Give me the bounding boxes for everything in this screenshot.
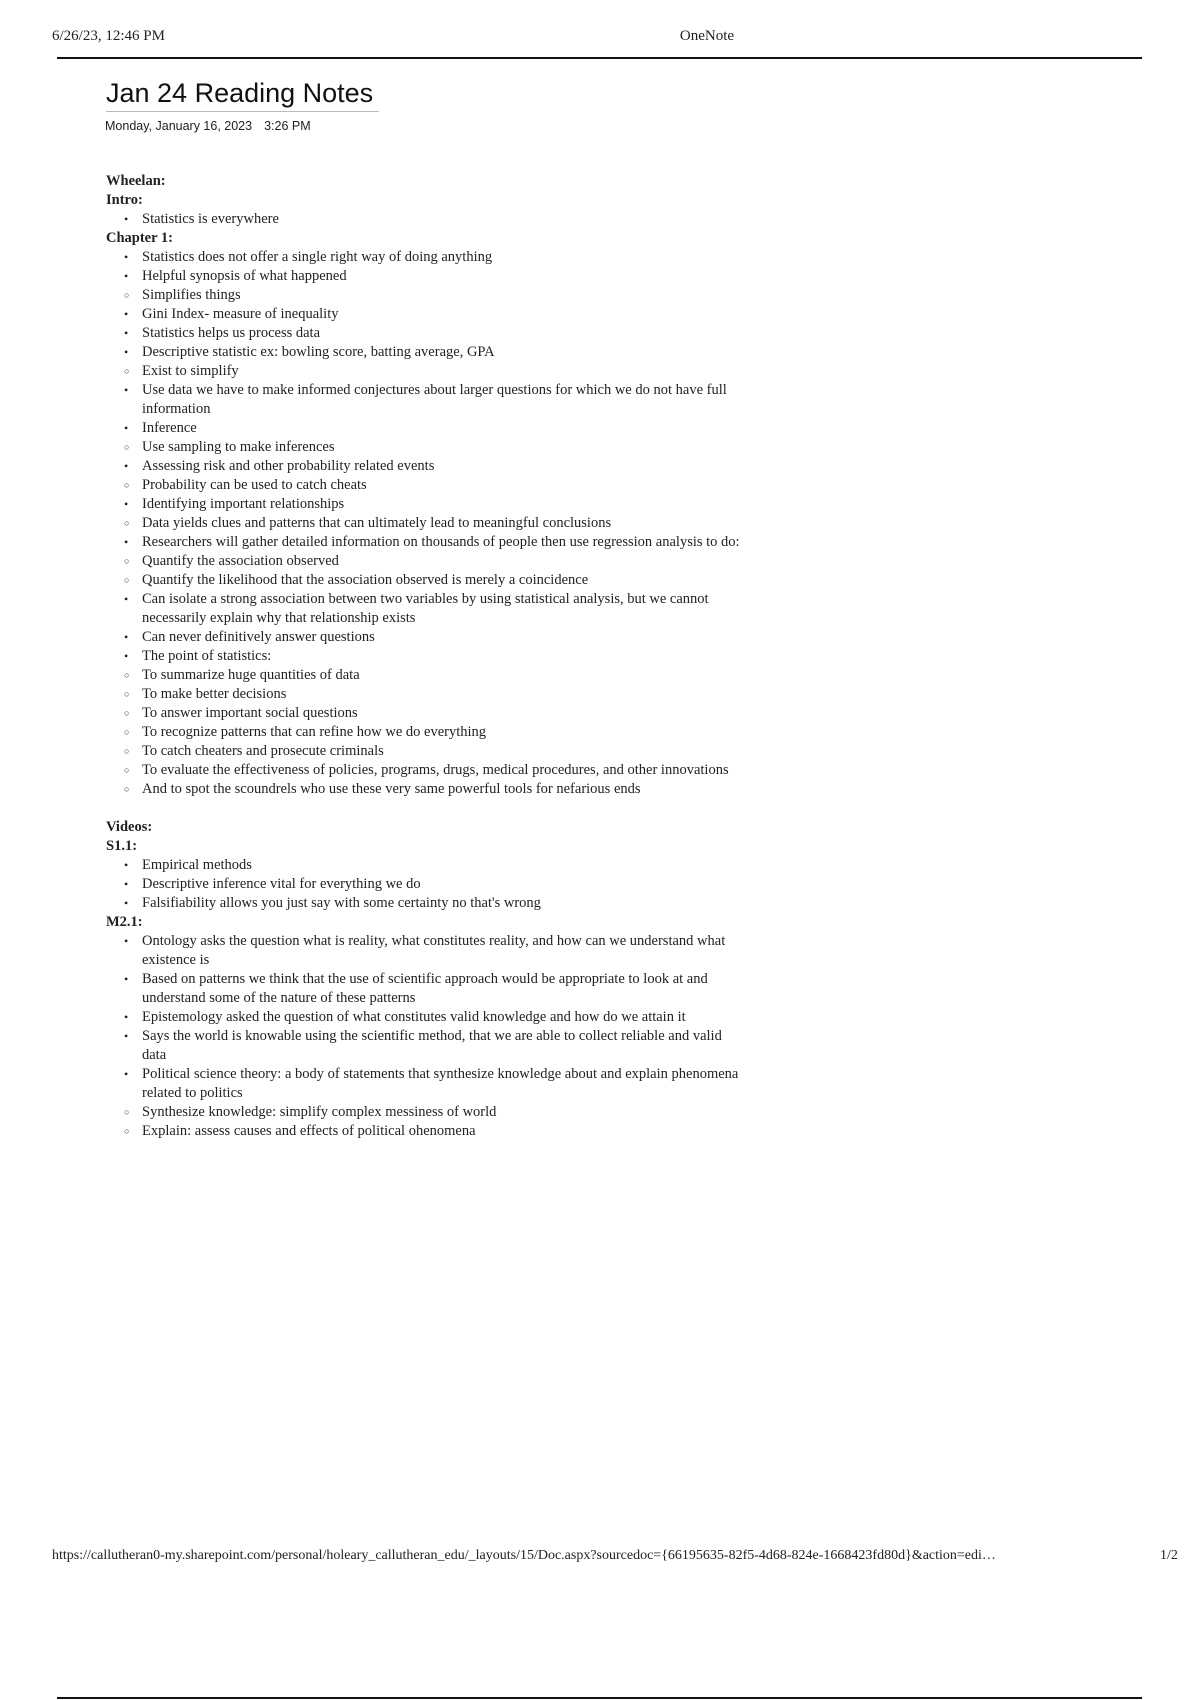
sub-list (106, 286, 746, 305)
list-item: • Can never definitively answer questions (106, 628, 746, 647)
section-heading-chapter-1: Chapter 1: (106, 230, 173, 246)
list-item: • Use data we have to make informed conjectures about larger questions for which we do not have full information (106, 381, 746, 419)
list-item: • The point of statistics: (106, 647, 746, 666)
section-heading-s1-1: S1.1: (106, 838, 138, 854)
chapter-1-list (106, 248, 746, 799)
list-item: • Helpful synopsis of what happened (106, 267, 746, 286)
print-datetime: 6/26/23, 12:46 PM (52, 28, 165, 44)
print-app-name: OneNote (679, 28, 735, 44)
sub-list-item: ○ To summarize huge quantities of data (106, 666, 746, 685)
list-item: • Statistics is everywhere (106, 210, 746, 229)
sub-list-item: ○ Use sampling to make inferences (106, 438, 746, 457)
list-item: • Political science theory: a body of statements that synthesize knowledge about and explain phenomena related to politics (106, 1065, 746, 1103)
section-heading-wheelan: Wheelan: (106, 173, 166, 189)
header-divider (57, 57, 1142, 59)
spacer (106, 799, 746, 818)
sub-list-item: ○ To recognize patterns that can refine how we do everything (106, 723, 746, 742)
sub-list-item: ○ Quantify the association observed (106, 552, 746, 571)
page-dateline (105, 119, 311, 133)
list-item: • Descriptive statistic ex: bowling score, batting average, GPA (106, 343, 746, 362)
list-item: • Statistics does not offer a single right way of doing anything (106, 248, 746, 267)
sub-list-item: ○ To catch cheaters and prosecute criminals (106, 742, 746, 761)
list-item: • Statistics helps us process data (106, 324, 746, 343)
list-item: • Says the world is knowable using the scientific method, that we are able to collect reliable and valid data (106, 1027, 746, 1065)
sub-list-item: ○ Exist to simplify (106, 362, 746, 381)
sub-list-item: ○ Data yields clues and patterns that can ultimately lead to meaningful conclusions (106, 514, 746, 533)
s1-1-list (106, 856, 746, 913)
list-item: • Assessing risk and other probability related events (106, 457, 746, 476)
page-date: Monday, January 16, 2023 (105, 119, 253, 133)
section-heading-videos: Videos: (106, 819, 153, 835)
list-item: • Based on patterns we think that the use of scientific approach would be appropriate to look at and understand some of the nature of these patterns (106, 970, 746, 1008)
list-item: • Epistemology asked the question of what constitutes valid knowledge and how do we attain it (106, 1008, 746, 1027)
sub-list (106, 1103, 746, 1141)
sub-list (106, 552, 746, 590)
list-item: • Can isolate a strong association between two variables by using statistical analysis, but we cannot necessarily explain why that relationship exists (106, 590, 746, 628)
sub-list-item: ○ To evaluate the effectiveness of policies, programs, drugs, medical procedures, and other innovations (106, 761, 746, 780)
sub-list-item: ○ Quantify the likelihood that the association observed is merely a coincidence (106, 571, 746, 590)
sub-list (106, 514, 746, 533)
page-time: 3:26 PM (264, 119, 311, 133)
section-heading-intro: Intro: (106, 192, 143, 208)
sub-list-item: ○ Probability can be used to catch cheats (106, 476, 746, 495)
list-item: • Identifying important relationships (106, 495, 746, 514)
sub-list-item: ○ Explain: assess causes and effects of political ohenomena (106, 1122, 746, 1141)
list-item: • Ontology asks the question what is reality, what constitutes reality, and how can we understand what existence is (106, 932, 746, 970)
sub-list (106, 438, 746, 457)
sub-list-item: ○ Simplifies things (106, 286, 746, 305)
list-item: • Gini Index- measure of inequality (106, 305, 746, 324)
sub-list-item: ○ To make better decisions (106, 685, 746, 704)
sub-list-item: ○ To answer important social questions (106, 704, 746, 723)
sub-list (106, 476, 746, 495)
print-footer-url: https://callutheran0-my.sharepoint.com/personal/holeary_callutheran_edu/_layouts/15/Doc.aspx?sourcedoc={66195635-82f5-4d68-824e-1668423fd80d}&action=edi… (52, 1548, 996, 1563)
sub-list-item: ○ Synthesize knowledge: simplify complex messiness of world (106, 1103, 746, 1122)
sub-list-item: ○ And to spot the scoundrels who use these very same powerful tools for nefarious ends (106, 780, 746, 799)
sub-list (106, 666, 746, 799)
list-item: • Descriptive inference vital for everything we do (106, 875, 746, 894)
section-heading-m2-1: M2.1: (106, 914, 143, 930)
list-item: • Inference (106, 419, 746, 438)
footer-divider (57, 1697, 1142, 1699)
m2-1-list (106, 932, 746, 1141)
notes-body (106, 172, 746, 1141)
print-page-number: 1/2 (1160, 1548, 1178, 1563)
list-item: • Falsifiability allows you just say with some certainty no that's wrong (106, 894, 746, 913)
page-title: Jan 24 Reading Notes (106, 78, 379, 112)
sub-list (106, 362, 746, 381)
list-item: • Empirical methods (106, 856, 746, 875)
list-item: • Researchers will gather detailed information on thousands of people then use regression analysis to do: (106, 533, 746, 552)
intro-list (106, 210, 746, 229)
